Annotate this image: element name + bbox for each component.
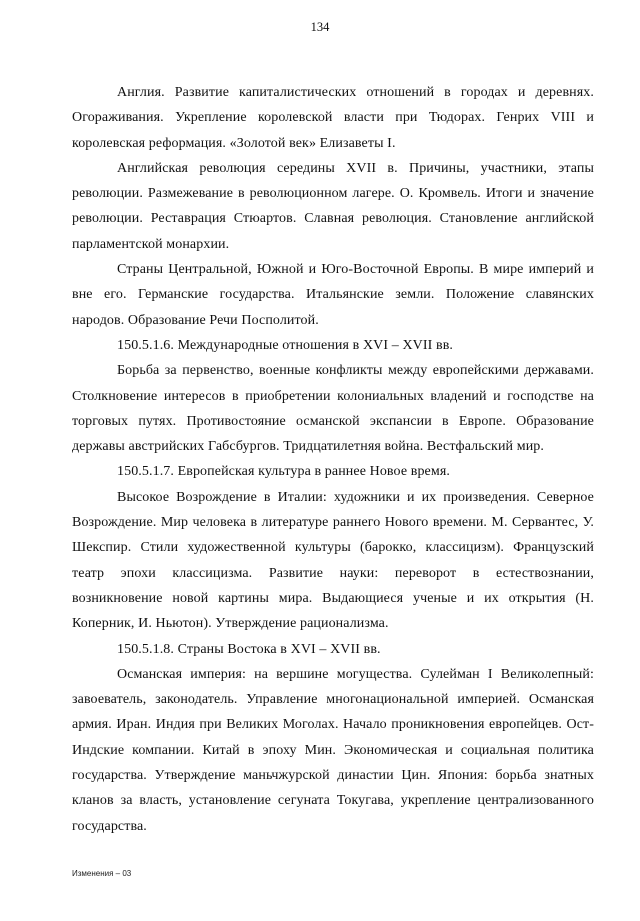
page-body	[72, 80, 594, 839]
section-heading-international-relations: 150.5.1.6. Международные отношения в XVI – XVII вв.	[117, 337, 454, 353]
paragraph-eastern-countries: Османская империя: на вершине могущества. Сулейман I Великолепный: завоеватель, законодатель. Управление многонациональной империей. Османская армия. Иран. Индия при Великих Моголах. Начало проникновения европейцев. Ост-Индские компании. Китай в эпоху Мин. Экономическая и социальная политика государства. Утверждение маньчжурской династии Цин. Япония: борьба знатных кланов за власть, установление сегуната Токугава, укрепление централизованного государства.	[72, 666, 594, 834]
paragraph-central-europe: Страны Центральной, Южной и Юго-Восточной Европы. В мире империй и вне его. Германские государства. Итальянские земли. Положение славянских народов. Образование Речи Посполитой.	[72, 262, 594, 328]
section-heading-eastern-countries: 150.5.1.8. Страны Востока в XVI – XVII вв.	[117, 641, 381, 657]
paragraph-international-relations: Борьба за первенство, военные конфликты между европейскими державами. Столкновение интересов в приобретении колониальных владений и господстве на торговых путях. Противостояние османской экспансии в Европе. Образование державы австрийских Габсбургов. Тридцатилетняя война. Вестфальский мир.	[72, 363, 594, 455]
section-heading-european-culture: 150.5.1.7. Европейская культура в раннее Новое время.	[117, 464, 450, 480]
footer-revision-note: Изменения – 03	[72, 869, 132, 878]
paragraph-england: Англия. Развитие капиталистических отношений в городах и деревнях. Огораживания. Укрепление королевской власти при Тюдорах. Генрих VIII и королевская реформация. «Золотой век» Елизаветы I.	[72, 85, 594, 151]
paragraph-english-revolution: Английская революция середины XVII в. Причины, участники, этапы революции. Размежевание в революционном лагере. О. Кромвель. Итоги и значение революции. Реставрация Стюартов. Славная революция. Становление английской парламентской монархии.	[72, 160, 594, 252]
paragraph-european-culture: Высокое Возрождение в Италии: художники и их произведения. Северное Возрождение. Мир человека в литературе раннего Нового времени. М. Сервантес, У. Шекспир. Стили художественной культуры (барокко, классицизм). Французский театр эпохи классицизма. Развитие науки: переворот в естествознании, возникновение новой картины мира. Выдающиеся ученые и их открытия (Н. Коперник, И. Ньютон). Утверждение рационализма.	[72, 489, 594, 632]
page-number: 134	[310, 20, 330, 34]
